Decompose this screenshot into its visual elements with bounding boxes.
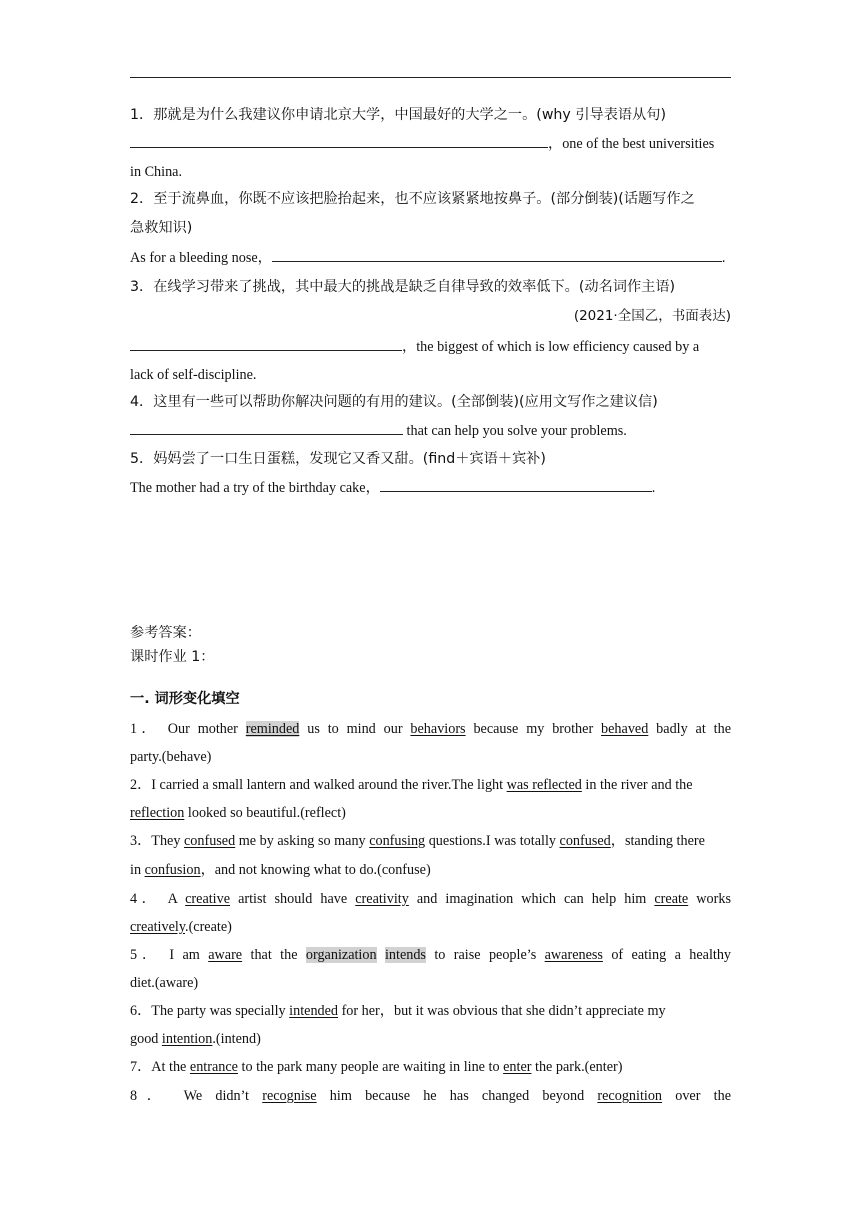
answers-heading: 参考答案： — [130, 625, 201, 641]
text: ，and not knowing what to do.(confuse) — [200, 862, 431, 878]
answer-item-7 — [130, 1058, 731, 1076]
highlighted-word: intends — [384, 947, 426, 963]
text: for her，but it was obvious that she didn’t appreciate my — [338, 1003, 666, 1019]
exercise-2-answer-line — [130, 249, 731, 267]
exercise-1-answer-cont: in China. — [130, 164, 183, 180]
answer-word: aware — [208, 947, 243, 963]
answer-word: reflection — [130, 805, 185, 821]
answer-word: reminded — [245, 721, 300, 737]
period: . — [651, 480, 656, 496]
text: looked so beautiful.(reflect) — [184, 805, 346, 821]
item-number: 1． — [130, 721, 160, 737]
text: of eating a healthy — [602, 947, 732, 963]
item-number: 8． — [130, 1088, 171, 1104]
answer-word: enter — [503, 1059, 532, 1075]
answer-word: confused — [559, 833, 611, 849]
answer-item-3-cont — [130, 861, 731, 879]
text: ，standing there — [610, 833, 705, 849]
text: badly at the — [648, 721, 731, 737]
text: in — [130, 862, 145, 878]
item-number: 4． — [130, 891, 161, 907]
exercise-3-answer-line — [130, 338, 731, 356]
answer-blank[interactable] — [380, 479, 652, 492]
exercise-4-prompt: 4．这里有一些可以帮助你解决问题的有用的建议。(全部倒装)(应用文写作之建议信) — [130, 394, 658, 410]
answer-word: recognise — [262, 1088, 317, 1104]
answer-item-4 — [130, 890, 731, 908]
answer-item-4-cont — [130, 918, 731, 936]
answer-word: intention — [161, 1031, 213, 1047]
exercise-4-answer-line — [130, 422, 731, 440]
text: 7．At the — [130, 1059, 190, 1075]
item-number: 5． — [130, 947, 161, 963]
text: the park.(enter) — [531, 1059, 623, 1075]
exercise-5-prompt: 5．妈妈尝了一口生日蛋糕，发现它又香又甜。(find＋宾语＋宾补) — [130, 451, 546, 467]
exercise-1-answer-line — [130, 135, 731, 153]
answer-word: intended — [289, 1003, 339, 1019]
answer-item-8 — [130, 1087, 731, 1105]
answer-blank[interactable] — [130, 338, 402, 351]
answer-word: confusing — [369, 833, 426, 849]
answer-item-3 — [130, 832, 731, 850]
text: .(intend) — [212, 1031, 261, 1047]
answer-word: recognition — [597, 1088, 663, 1104]
homework-heading: 课时作业 1： — [130, 649, 215, 665]
highlighted-word: organization — [305, 947, 377, 963]
answer-blank[interactable] — [130, 422, 403, 435]
text: over the — [662, 1088, 732, 1104]
text: A — [167, 891, 186, 907]
answer-word: was reflected — [506, 777, 582, 793]
text: 3．They — [130, 833, 184, 849]
exercise-3-tail: ，the biggest of which is low efficiency caused by a — [402, 339, 700, 355]
text: me by asking so many — [235, 833, 370, 849]
answer-word: creative — [185, 891, 231, 907]
text: I am — [169, 947, 209, 963]
text — [377, 947, 385, 963]
answer-word: awareness — [544, 947, 603, 963]
answer-word: behaviors — [410, 721, 466, 737]
text: that the — [242, 947, 306, 963]
text: 2．I carried a small lantern and walked around the river.The light — [130, 777, 507, 793]
section-title: 一. 词形变化填空 — [130, 691, 240, 707]
answer-word: behaved — [601, 721, 649, 737]
answer-word: creativity — [355, 891, 409, 907]
answer-item-6 — [130, 1002, 731, 1020]
exercise-5-lead: The mother had a try of the birthday cake， — [130, 480, 380, 496]
period: . — [721, 250, 726, 266]
text: and imagination which can help him — [408, 891, 655, 907]
text: 6．The party was specially — [130, 1003, 290, 1019]
text: him because he has changed beyond — [316, 1088, 598, 1104]
text: because my brother — [465, 721, 602, 737]
answer-word: confusion — [144, 862, 201, 878]
answer-item-2-cont — [130, 804, 731, 822]
text: Our mother — [167, 721, 246, 737]
exercise-1-tail: ，one of the best universities — [548, 136, 715, 152]
text: to raise people’s — [425, 947, 545, 963]
header-rule — [130, 77, 731, 78]
answer-blank[interactable] — [130, 135, 548, 148]
answer-word: confused — [183, 833, 236, 849]
exercise-2-lead: As for a bleeding nose， — [130, 250, 272, 266]
text: us to mind our — [299, 721, 411, 737]
text: questions.I was totally — [425, 833, 560, 849]
exercise-3-prompt: 3．在线学习带来了挑战，其中最大的挑战是缺乏自律导致的效率低下。(动名词作主语) — [130, 279, 676, 295]
answer-item-6-cont — [130, 1030, 731, 1048]
answer-item-1-cont: party.(behave) — [130, 749, 212, 765]
exercise-2-prompt: 2．至于流鼻血，你既不应该把脸抬起来，也不应该紧紧地按鼻子。(部分倒装)(话题写作之 — [130, 191, 695, 207]
text: artist should have — [230, 891, 356, 907]
exercise-3-source: (2021·全国乙，书面表达) — [573, 308, 731, 324]
answer-item-1 — [130, 720, 731, 738]
text: in the river and the — [581, 777, 693, 793]
text: good — [130, 1031, 162, 1047]
exercise-4-tail: that can help you solve your problems. — [403, 423, 627, 439]
answer-item-5-cont: diet.(aware) — [130, 975, 199, 991]
answer-word: create — [654, 891, 689, 907]
answer-blank[interactable] — [272, 249, 722, 262]
text: .(create) — [185, 919, 232, 935]
exercise-5-answer-line — [130, 479, 731, 497]
text: works — [688, 891, 731, 907]
answer-item-2 — [130, 776, 731, 794]
text: We didn’t — [183, 1088, 263, 1104]
exercise-1-prompt: 1．那就是为什么我建议你申请北京大学，中国最好的大学之一。(why 引导表语从句) — [130, 107, 666, 123]
answer-word: creatively — [130, 919, 186, 935]
text: to the park many people are waiting in line to — [237, 1059, 504, 1075]
exercise-3-answer-cont: lack of self-discipline. — [130, 367, 257, 383]
exercise-2-prompt-cont: 急救知识) — [130, 220, 193, 236]
answer-word: entrance — [189, 1059, 238, 1075]
answer-item-5 — [130, 946, 731, 964]
